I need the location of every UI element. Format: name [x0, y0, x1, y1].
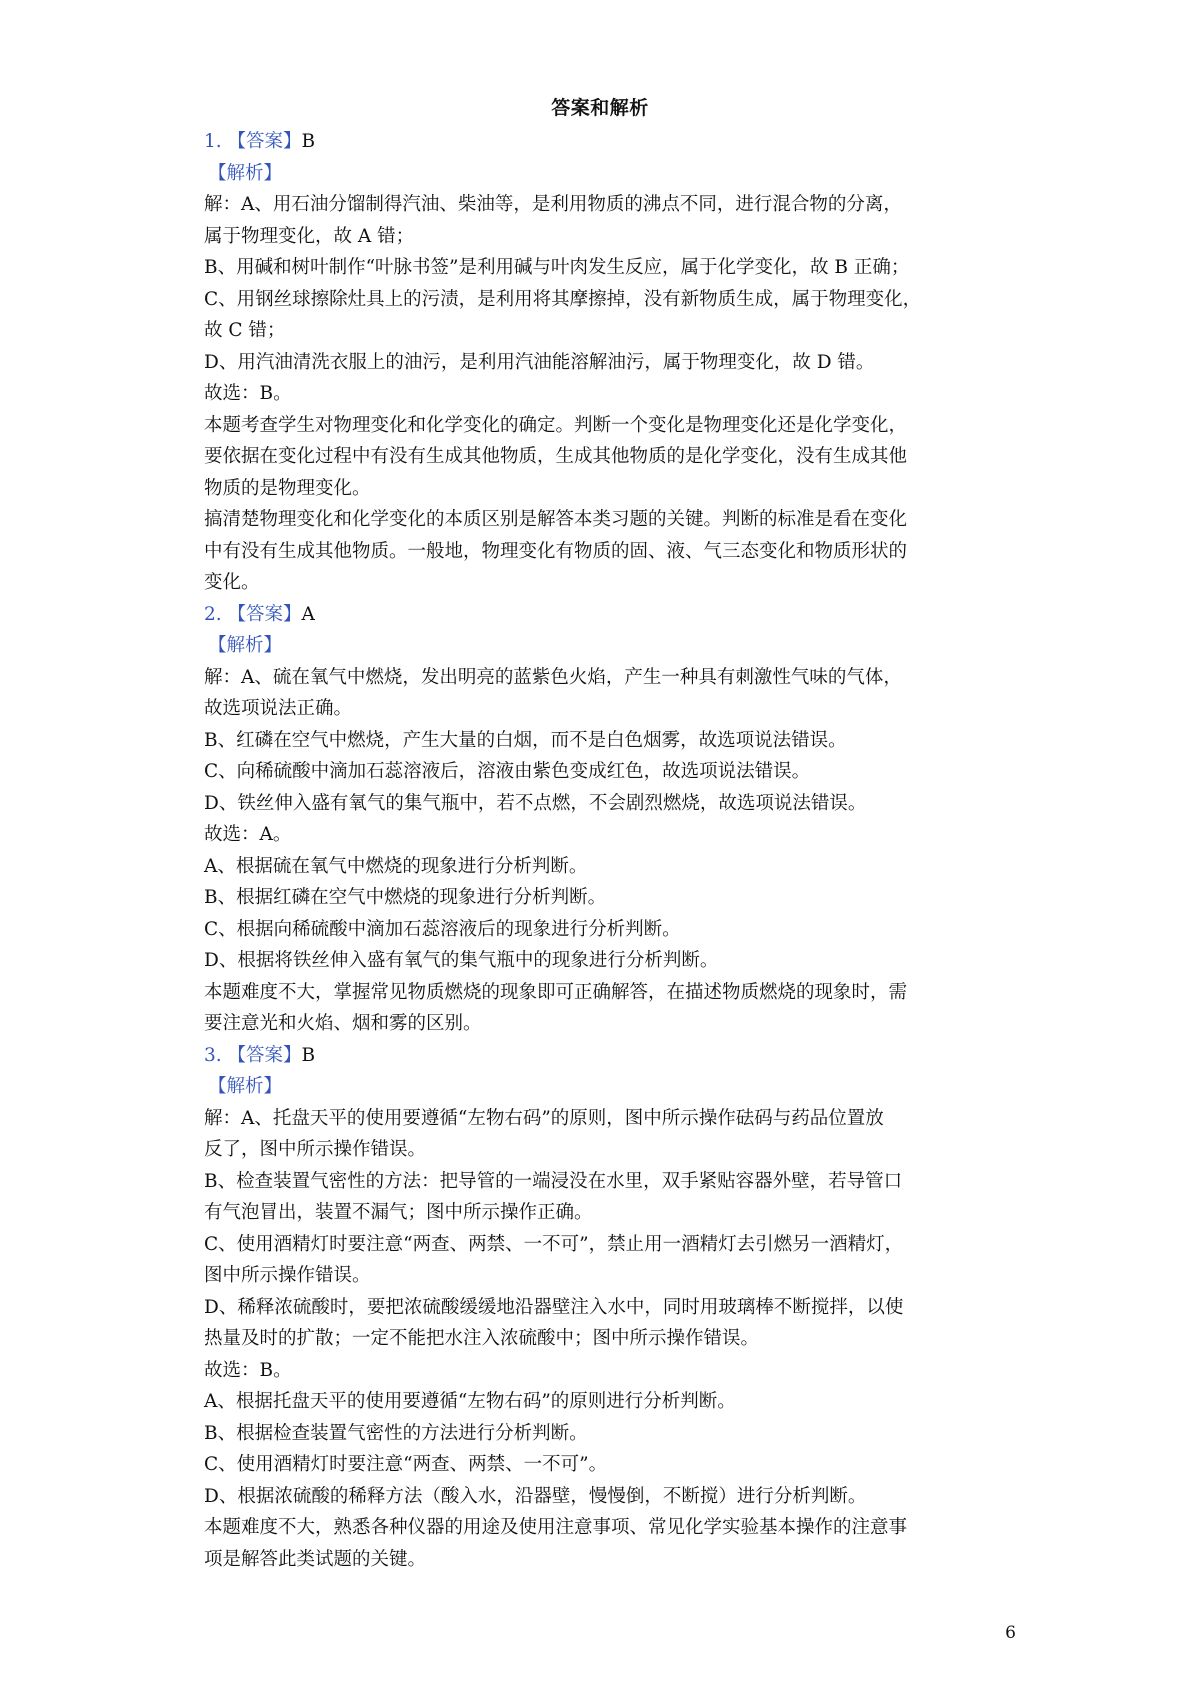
q1-line: 要依据在变化过程中有没有生成其他物质，生成其他物质的是化学变化，没有生成其他	[204, 446, 908, 467]
q3-line: 故选：B。	[204, 1359, 292, 1381]
q3-line: 解：A、托盘天平的使用要遵循“左物右码”的原则，图中所示操作砝码与药品位置放	[204, 1107, 884, 1129]
q2-line: C、向稀硫酸中滴加石蕊溶液后，溶液由紫色变成红色，故选项说法错误。	[204, 761, 811, 782]
page-title: 答案和解析	[551, 97, 649, 119]
q2-line: 故选：A。	[204, 824, 292, 845]
q1-answer-label: 1. 【答案】	[204, 131, 302, 152]
q3-line: B、检查装置气密性的方法：把导管的一端浸没在水里，双手紧贴容器外壁，若导管口	[204, 1170, 903, 1192]
q2-line: D、根据将铁丝伸入盛有氧气的集气瓶中的现象进行分析判断。	[204, 950, 719, 971]
q2-line: A、根据硫在氧气中燃烧的现象进行分析判断。	[204, 855, 588, 877]
q1-line: 搞清楚物理变化和化学变化的本质区别是解答本类习题的关键。判断的标准是看在变化	[204, 509, 908, 530]
q3-line: 图中所示操作错误。	[204, 1265, 371, 1286]
q3-line: C、使用酒精灯时要注意“两查、两禁、一不可”。	[204, 1454, 608, 1475]
q1-line: B、用碱和树叶制作“叶脉书签”是利用碱与叶肉发生反应，属于化学变化，故 B 正确；	[204, 257, 910, 278]
q2-answer-label: 2. 【答案】	[204, 603, 302, 625]
q3-answer-line	[204, 1040, 1010, 1072]
q3-line: B、根据检查装置气密性的方法进行分析判断。	[204, 1422, 588, 1444]
q3-line: 热量及时的扩散；一定不能把水注入浓硫酸中；图中所示操作错误。	[204, 1328, 760, 1349]
answer-content	[204, 126, 1010, 1575]
q3-line: 有气泡冒出，装置不漏气；图中所示操作正确。	[204, 1202, 593, 1223]
q3-line: D、稀释浓硫酸时，要把浓硫酸缓缓地沿器壁注入水中，同时用玻璃棒不断搅拌，以使	[204, 1296, 904, 1318]
q2-line: C、根据向稀硫酸中滴加石蕊溶液后的现象进行分析判断。	[204, 918, 681, 940]
q3-jiexi-label: 【解析】	[208, 1076, 283, 1097]
q3-line: 项是解答此类试题的关键。	[204, 1548, 427, 1570]
q3-line: A、根据托盘天平的使用要遵循“左物右码”的原则进行分析判断。	[204, 1391, 736, 1412]
q2-line: 本题难度不大，掌握常见物质燃烧的现象即可正确解答，在描述物质燃烧的现象时，需	[204, 981, 908, 1003]
q1-line: 故选：B。	[204, 383, 292, 404]
q2-line: B、红磷在空气中燃烧，产生大量的白烟，而不是白色烟雾，故选项说法错误。	[204, 729, 847, 751]
q1-line: 中有没有生成其他物质。一般地，物理变化有物质的固、液、气三态变化和物质形状的	[204, 540, 908, 562]
q2-jiexi-label: 【解析】	[208, 635, 283, 656]
q1-line: 故 C 错；	[204, 320, 286, 341]
q1-line: 属于物理变化，故 A 错；	[204, 225, 415, 247]
page-number: 6	[1005, 1623, 1016, 1643]
q3-answer-label: 3. 【答案】	[204, 1044, 302, 1066]
q2-explanation	[204, 662, 1010, 1040]
q2-line: D、铁丝伸入盛有氧气的集气瓶中，若不点燃，不会剧烈燃烧，故选项说法错误。	[204, 792, 867, 814]
q1-line: C、用钢丝球擦除灶具上的污渍，是利用将其摩擦掉，没有新物质生成，属于物理变化，	[204, 288, 922, 310]
q1-line: D、用汽油清洗衣服上的油污，是利用汽油能溶解油污，属于物理变化，故 D 错。	[204, 351, 875, 373]
q2-answer-line	[204, 599, 1010, 631]
q2-line: B、根据红磷在空气中燃烧的现象进行分析判断。	[204, 887, 607, 908]
q1-line: 解：A、用石油分馏制得汽油、柴油等，是利用物质的沸点不同，进行混合物的分离，	[204, 194, 902, 215]
q3-line: 本题难度不大，熟悉各种仪器的用途及使用注意事项、常见化学实验基本操作的注意事	[204, 1517, 908, 1538]
q1-line: 变化。	[204, 572, 260, 593]
q2-line: 要注意光和火焰、烟和雾的区别。	[204, 1013, 482, 1034]
q2-line: 故选项说法正确。	[204, 698, 353, 719]
q2-line: 解：A、硫在氧气中燃烧，发出明亮的蓝紫色火焰，产生一种具有刺激性气味的气体，	[204, 666, 902, 688]
q3-explanation	[204, 1103, 1010, 1576]
q3-line: 反了，图中所示操作错误。	[204, 1139, 427, 1160]
q1-answer-line	[204, 126, 1010, 158]
q1-line: 物质的是物理变化。	[204, 477, 371, 499]
q3-line: D、根据浓硫酸的稀释方法（酸入水，沿器壁，慢慢倒，不断搅）进行分析判断。	[204, 1485, 867, 1507]
q1-answer-value: B	[301, 131, 316, 152]
q3-answer-value: B	[301, 1044, 316, 1066]
q1-line: 本题考查学生对物理变化和化学变化的确定。判断一个变化是物理变化还是化学变化，	[204, 414, 908, 436]
q2-answer-value: A	[301, 603, 315, 625]
q1-explanation	[204, 189, 1010, 599]
q1-jiexi-label: 【解析】	[208, 162, 283, 184]
q3-line: C、使用酒精灯时要注意“两查、两禁、一不可”，禁止用一酒精灯去引燃另一酒精灯，	[204, 1233, 904, 1255]
